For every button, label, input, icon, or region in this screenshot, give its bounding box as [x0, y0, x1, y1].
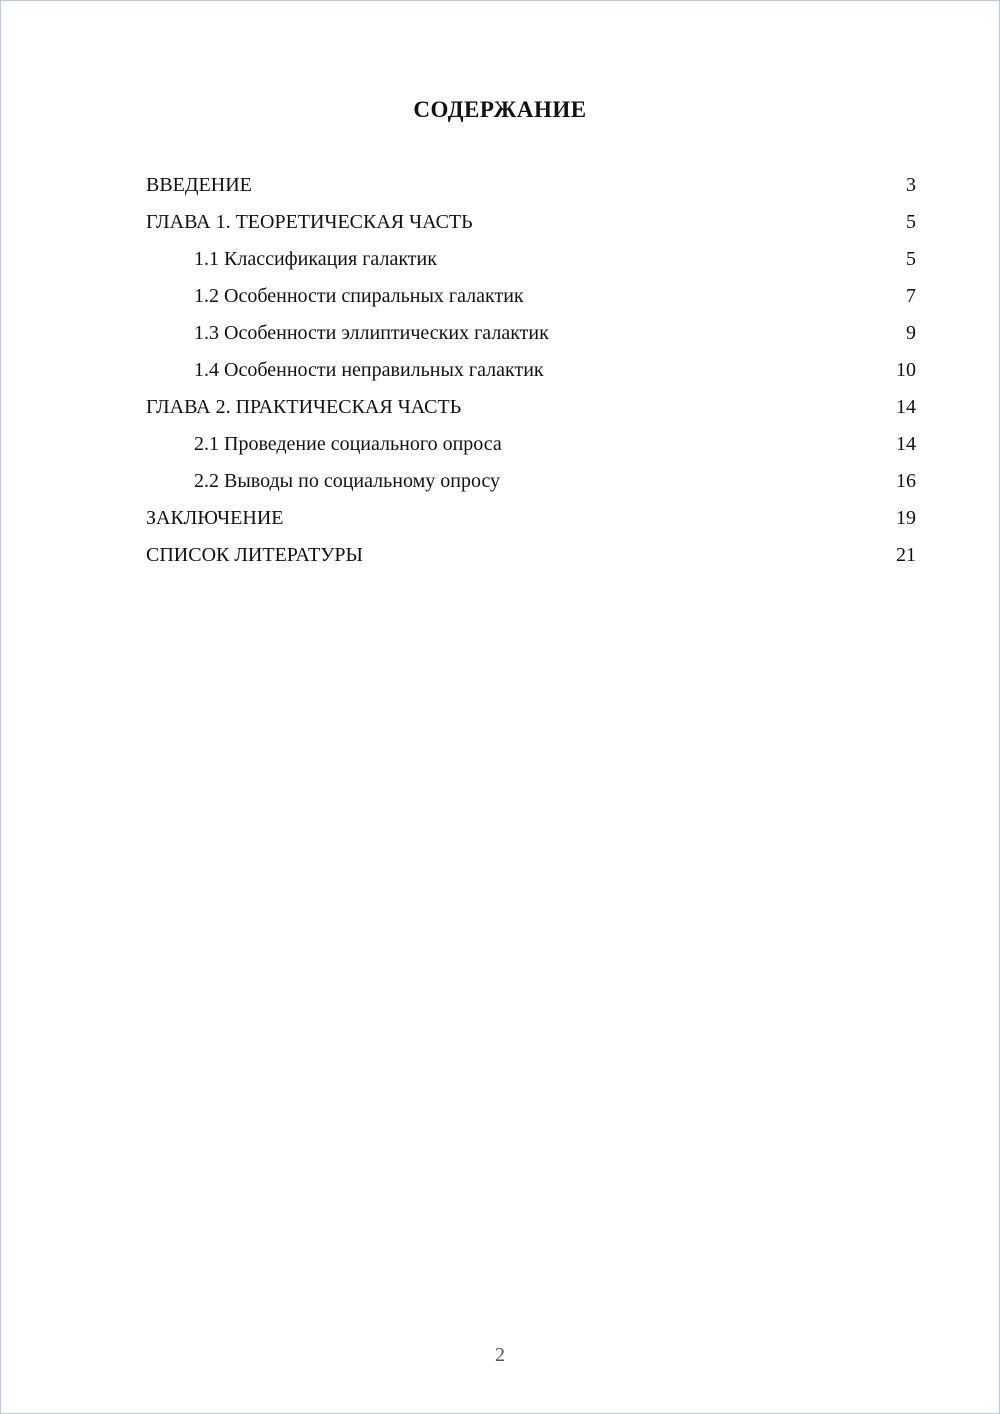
toc-entry-page: 14 — [896, 433, 916, 455]
toc-entry-page: 21 — [896, 544, 916, 566]
toc-entry — [146, 278, 916, 315]
toc-entry-label: 1.4 Особенности неправильных галактик — [194, 359, 544, 381]
toc-entry — [146, 389, 916, 426]
toc-entry-label: ГЛАВА 1. ТЕОРЕТИЧЕСКАЯ ЧАСТЬ — [146, 211, 473, 233]
toc-entry-label: ГЛАВА 2. ПРАКТИЧЕСКАЯ ЧАСТЬ — [146, 396, 462, 418]
toc-entry-label: 1.3 Особенности эллиптических галактик — [194, 322, 549, 344]
toc-entry — [146, 352, 916, 389]
toc-entry — [146, 500, 916, 537]
page-title: СОДЕРЖАНИЕ — [413, 97, 587, 122]
toc-entry — [146, 241, 916, 278]
toc-entry-page: 7 — [906, 285, 916, 307]
toc-entry-label: СПИСОК ЛИТЕРАТУРЫ — [146, 544, 363, 566]
toc-entry-page: 9 — [906, 322, 916, 344]
toc-entry — [146, 426, 916, 463]
toc-entry — [146, 167, 916, 204]
toc-list — [146, 167, 916, 574]
toc-entry-label: 2.1 Проведение социального опроса — [194, 433, 502, 455]
toc-entry — [146, 537, 916, 574]
toc-entry — [146, 204, 916, 241]
toc-entry-label: ВВЕДЕНИЕ — [146, 174, 252, 196]
toc-entry-page: 14 — [896, 396, 916, 418]
page-number: 2 — [495, 1344, 505, 1366]
toc-entry-label: 1.1 Классификация галактик — [194, 248, 437, 270]
toc-entry-page: 5 — [906, 211, 916, 233]
toc-entry-page: 19 — [896, 507, 916, 529]
toc-entry-page: 5 — [906, 248, 916, 270]
toc-entry — [146, 315, 916, 352]
toc-entry-label: ЗАКЛЮЧЕНИЕ — [146, 507, 284, 529]
toc-entry-label: 1.2 Особенности спиральных галактик — [194, 285, 524, 307]
toc-entry-page: 10 — [896, 359, 916, 381]
toc-entry-page: 3 — [906, 174, 916, 196]
toc-entry — [146, 463, 916, 500]
toc-entry-page: 16 — [896, 470, 916, 492]
toc-entry-label: 2.2 Выводы по социальному опросу — [194, 470, 501, 492]
